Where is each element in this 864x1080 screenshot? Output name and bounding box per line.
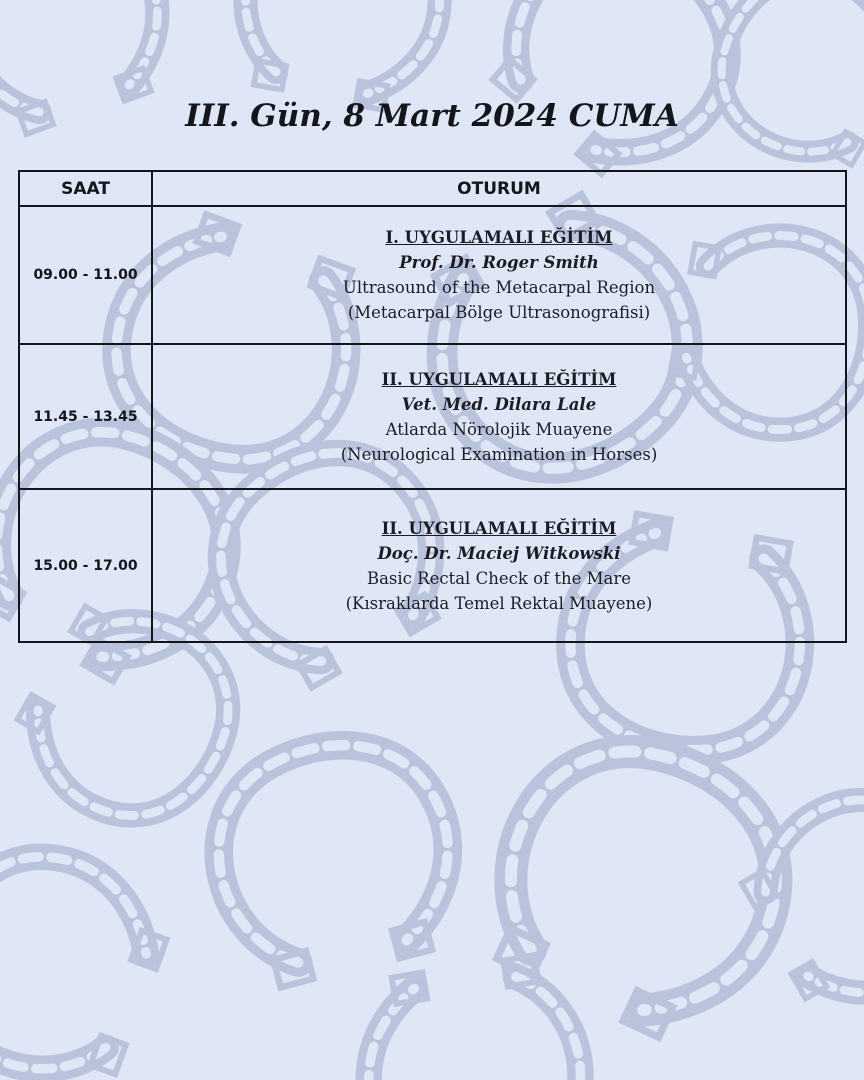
session-topic: Ultrasound of the Metacarpal Region	[342, 278, 656, 297]
session-type: II. UYGULAMALI EĞİTİM	[381, 518, 617, 538]
header-time: SAAT	[19, 171, 152, 206]
session-topic: Atlarda Nörolojik Muayene	[385, 419, 613, 439]
session-speaker: Doç. Dr. Maciej Witkowski	[377, 543, 621, 563]
table-row	[19, 344, 846, 489]
session-topic: Basic Rectal Check of the Mare	[366, 568, 632, 588]
session-cell	[152, 344, 846, 489]
table-header-row	[19, 171, 846, 206]
session-type: II. UYGULAMALI EĞİTİM	[381, 369, 617, 389]
time-cell: 15.00 - 17.00	[19, 489, 152, 642]
session-speaker: Vet. Med. Dilara Lale	[401, 394, 597, 414]
time-cell: 09.00 - 11.00	[19, 206, 152, 344]
session-topic-translation: (Metacarpal Bölge Ultrasonografisi)	[347, 303, 651, 322]
time-cell: 11.45 - 13.45	[19, 344, 152, 489]
table-row	[19, 206, 846, 344]
header-session: OTURUM	[152, 171, 846, 206]
session-cell	[152, 489, 846, 642]
session-speaker: Prof. Dr. Roger Smith	[399, 253, 599, 272]
session-topic-translation: (Kısraklarda Temel Rektal Muayene)	[345, 593, 653, 613]
session-type: I. UYGULAMALI EĞİTİM	[385, 228, 613, 247]
session-topic-translation: (Neurological Examination in Horses)	[340, 444, 658, 464]
session-cell	[152, 206, 846, 344]
table-row	[19, 489, 846, 642]
page-title: III. Gün, 8 Mart 2024 CUMA	[185, 98, 679, 134]
schedule-table	[18, 170, 847, 643]
